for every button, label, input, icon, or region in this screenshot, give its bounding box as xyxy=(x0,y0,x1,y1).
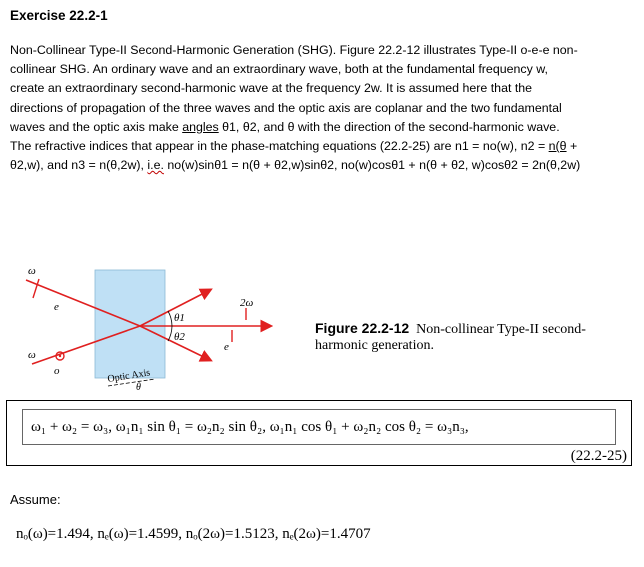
phase-matching-equation: ω₁ + ω₂ = ω₃, ω₁n₁ sin θ₁ = ω₂n₂ sin θ₂, ω₁n₁ cos θ₁ + ω₂n₂ cos θ₂ = ω₃n₃, xyxy=(31,418,469,435)
pol-tick-top xyxy=(33,279,39,298)
equation-box xyxy=(6,400,632,466)
theta-label: θ xyxy=(136,382,141,393)
paragraph-line: Non-Collinear Type-II Second-Harmonic Generation (SHG). Figure 22.2-12 illustrates Type-II o-e-e non- xyxy=(10,43,578,57)
caption-text-2: harmonic generation. xyxy=(315,338,434,353)
theta2-label: θ2 xyxy=(174,331,185,343)
paragraph-line: directions of propagation of the three waves and the optic axis are coplanar and the two fundamental xyxy=(10,100,562,115)
paragraph-line: waves and the optic axis make angles θ1, θ2, and θ with the direction of the second-harmonic wave. xyxy=(10,119,560,134)
shg-diagram xyxy=(20,258,310,398)
two-omega-label: 2ω xyxy=(240,297,254,309)
equation-number: (22.2-25) xyxy=(570,448,627,464)
figure-label: Figure 22.2-12 xyxy=(315,320,410,336)
problem-paragraph xyxy=(10,41,636,175)
theta1-arc xyxy=(168,311,172,326)
omega-top-label: ω xyxy=(28,265,36,277)
optic-axis-label: Optic Axis xyxy=(106,367,152,385)
paragraph-line: collinear SHG. An ordinary wave and an extraordinary wave, both at the fundamental frequency w, xyxy=(10,62,548,77)
pol-dot-bottom xyxy=(59,355,61,357)
e-out-label: e xyxy=(224,341,229,353)
paragraph-line: θ2,w), and n3 = n(θ,2w), i.e. no(w)sinθ1 = n(θ + θ2,w)sinθ2, no(w)cosθ1 + n(θ + θ2, w)cosθ2 = 2n(θ,2w) xyxy=(10,158,581,173)
omega-bottom-label: ω xyxy=(28,349,36,361)
paragraph-line: The refractive indices that appear in the phase-matching equations (22.2-25) are n1 = no(w), n2 = n(θ + xyxy=(10,139,578,154)
exercise-title: Exercise 22.2-1 xyxy=(10,8,108,23)
o-bottom-label: o xyxy=(54,365,60,377)
equation-inner-box xyxy=(22,409,616,445)
figure-caption xyxy=(315,320,586,354)
theta2-arc xyxy=(168,326,172,341)
paragraph-line: create an extraordinary second-harmonic wave at the frequency 2w. It is assumed here that the xyxy=(10,81,533,96)
crystal-block xyxy=(95,270,165,378)
e-top-label: e xyxy=(54,301,59,313)
theta1-label: θ1 xyxy=(174,312,185,324)
given-indices: nₒ(ω)=1.494, nₑ(ω)=1.4599, nₒ(2ω)=1.5123, nₑ(2ω)=1.4707 xyxy=(16,526,371,542)
assume-label: Assume: xyxy=(10,492,61,507)
caption-text-1: Non-collinear Type-II second- xyxy=(416,322,586,337)
